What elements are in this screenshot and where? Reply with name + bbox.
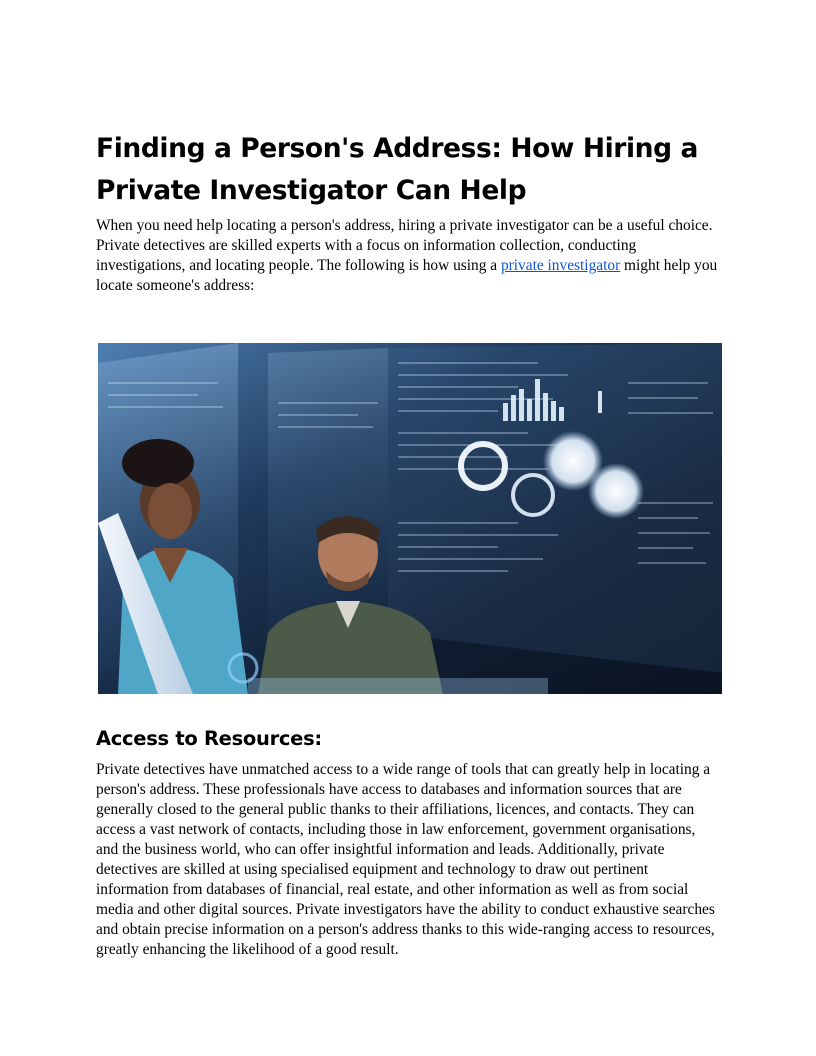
section-heading-access-to-resources: Access to Resources:: [96, 727, 322, 750]
intro-text-before-link: When you need help locating a person's address, hiring a private investigator can be a useful choice. Private detectives are skilled experts with a focus on information collection, conducting investigations, and locating people. The following is how using a: [96, 217, 713, 274]
private-investigator-link[interactable]: private investigator: [500, 257, 621, 274]
section-body: [96, 760, 720, 960]
intro-paragraph: [96, 216, 720, 296]
document-title: Finding a Person's Address: How Hiring a Private Investigator Can Help: [96, 133, 699, 206]
access-to-resources-paragraph: Private detectives have unmatched access to a wide range of tools that can greatly help in locating a person's address. These professionals have access to databases and information sources that are generally closed to the general public thanks to their affiliations, licences, and contacts. They can access a vast network of contacts, including those in law enforcement, government organisations, and the business world, who can offer insightful information and leads. Additionally, private detectives are skilled at using specialised equipment and technology to draw out pertinent information from databases of financial, real estate, and other information as well as from social media and other digital sources. Private investigators have the ability to conduct exhaustive searches and obtain precise information on a person's address thanks to this wide-ranging access to resources, greatly enhancing the likelihood of a good result.: [96, 761, 715, 958]
document-header: [96, 128, 720, 296]
hero-image: [98, 343, 722, 694]
intro-text-after-link: might help you locate someone's address:: [96, 257, 718, 294]
